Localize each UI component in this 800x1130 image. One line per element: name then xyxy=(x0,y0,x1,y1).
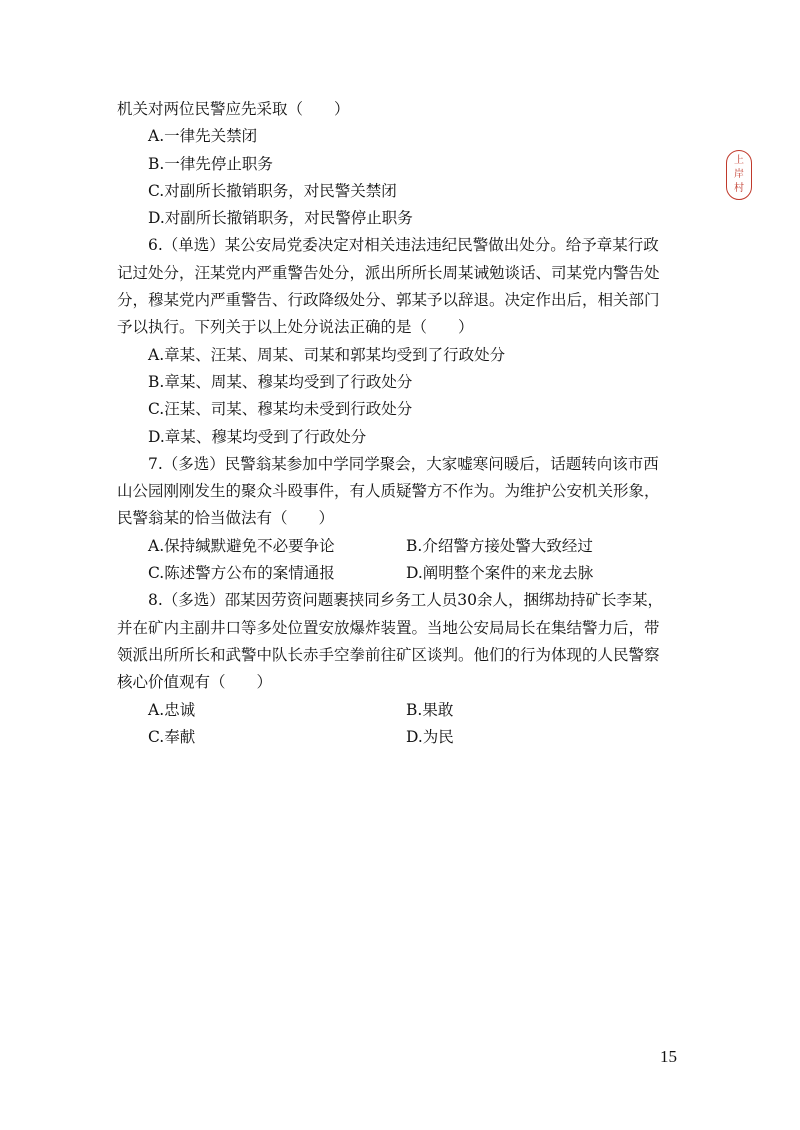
option-d: D.对副所长撤销职务，对民警停止职务 xyxy=(148,209,413,228)
question-8-options-row xyxy=(117,724,687,751)
question-6-option-d: D.章某、穆某均受到了行政处分 xyxy=(148,427,367,446)
question-7-option-d: D.阐明整个案件的来龙去脉 xyxy=(406,564,594,583)
question-8-option-b: B.果敢 xyxy=(406,700,454,719)
question-6-stem-line: 予以执行。下列关于以上处分说法正确的是（ ） xyxy=(117,318,474,337)
question-8-stem: 8.（多选）邵某因劳资问题裹挟同乡务工人员30余人，捆绑劫持矿长李某， xyxy=(148,591,664,610)
question-7-option-a: A.保持缄默避免不必要争论 xyxy=(148,536,335,555)
question-continuation: 机关对两位民警应先采取（ ） xyxy=(117,100,350,118)
option-a: A.一律先关禁闭 xyxy=(148,127,258,146)
question-8-option-d: D.为民 xyxy=(406,727,454,746)
option-c: C.对副所长撤销职务，对民警关禁闭 xyxy=(148,181,397,200)
question-7-options-row xyxy=(117,533,687,560)
page-body xyxy=(117,96,687,751)
question-8-options-row xyxy=(117,697,687,724)
question-6-option-b: B.章某、周某、穆某均受到了行政处分 xyxy=(148,372,413,391)
seal-stamp xyxy=(726,150,752,200)
seal-char: 上 xyxy=(734,155,744,166)
question-7-stem: 7.（多选）民警翁某参加中学同学聚会，大家嘘寒问暖后，话题转向该市西 xyxy=(148,454,659,473)
page-number: 15 xyxy=(660,1047,677,1066)
question-7-option-b: B.介绍警方接处警大致经过 xyxy=(406,536,593,555)
question-8-stem-line: 并在矿内主副井口等多处位置安放爆炸装置。当地公安局局长在集结警力后，带 xyxy=(117,618,660,637)
question-7-stem-line: 民警翁某的恰当做法有（ ） xyxy=(117,509,335,528)
seal-char: 岸 xyxy=(734,169,744,180)
option-b: B.一律先停止职务 xyxy=(148,154,273,173)
question-6-stem-line: 分，穆某党内严重警告、行政降级处分、郭某予以辞退。决定作出后，相关部门 xyxy=(117,291,660,310)
question-8-stem-line: 核心价值观有（ ） xyxy=(117,673,273,692)
question-8-stem-line: 领派出所所长和武警中队长赤手空拳前往矿区谈判。他们的行为体现的人民警察 xyxy=(117,645,660,664)
question-6-stem-line: 记过处分，汪某党内严重警告处分，派出所所长周某诫勉谈话、司某党内警告处 xyxy=(117,263,660,282)
question-7-options-row xyxy=(117,560,687,587)
question-6-stem: 6.（单选）某公安局党委决定对相关违法违纪民警做出处分。给予章某行政 xyxy=(148,236,659,255)
question-8-option-a: A.忠诚 xyxy=(148,700,196,719)
question-6-option-c: C.汪某、司某、穆某均未受到行政处分 xyxy=(148,400,413,419)
question-6-option-a: A.章某、汪某、周某、司某和郭某均受到了行政处分 xyxy=(148,345,506,364)
question-8-option-c: C.奉献 xyxy=(148,727,196,746)
question-7-option-c: C.陈述警方公布的案情通报 xyxy=(148,564,335,583)
seal-char: 村 xyxy=(734,183,744,194)
question-7-stem-line: 山公园刚刚发生的聚众斗殴事件，有人质疑警方不作为。为维护公安机关形象， xyxy=(117,482,660,501)
